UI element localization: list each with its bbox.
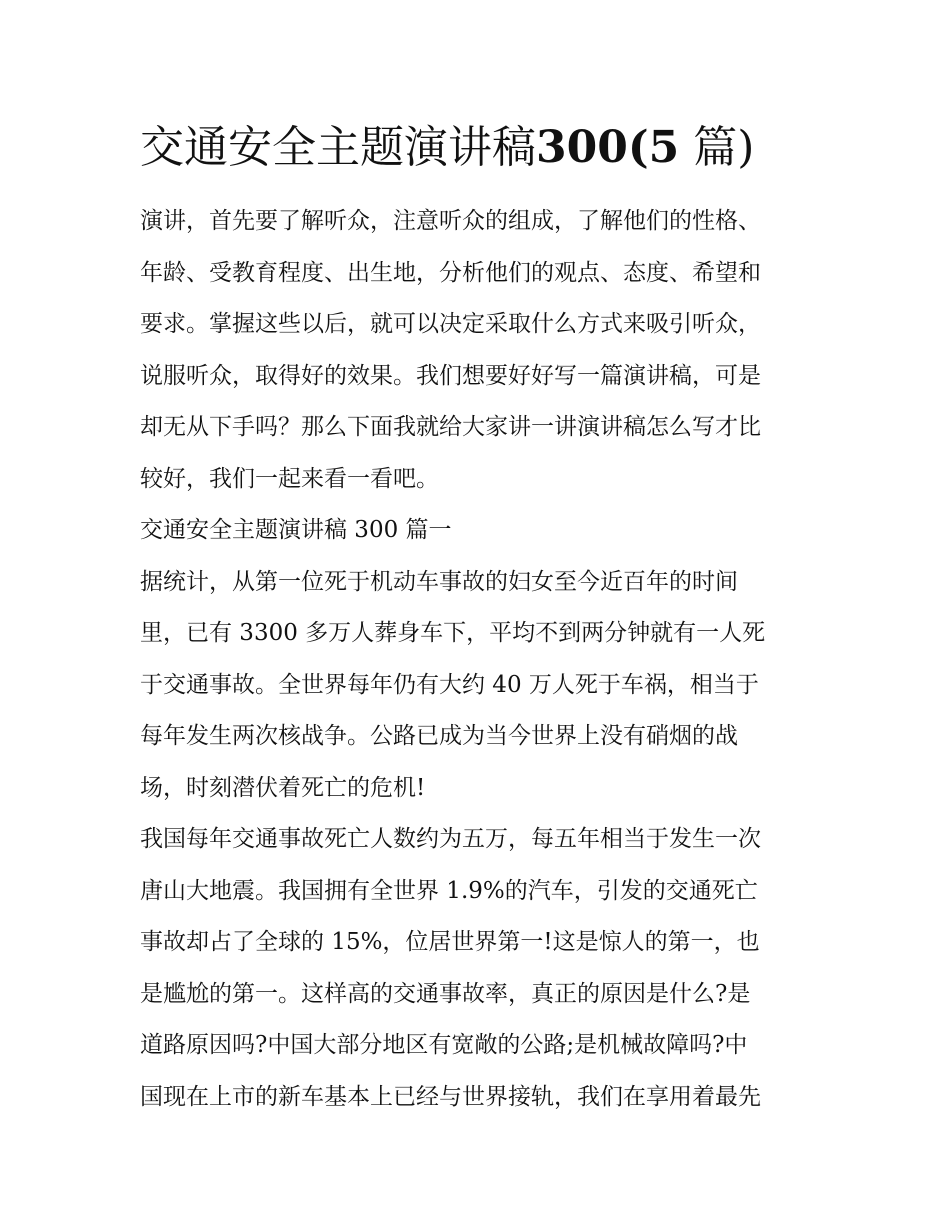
text-line: 场，时刻潜伏着死亡的危机! [140,774,426,801]
title-number: 300(5 [536,122,680,173]
text-line: 于交通事故。全世界每年仍有大约 40 万人死于车祸，相当于 [140,671,759,698]
text-line: 较好，我们一起来看一看吧。 [140,465,439,492]
title-suffix: 篇) [679,122,755,173]
text-line: 道路原因吗?中国大部分地区有宽敞的公路;是机械故障吗?中 [140,1032,748,1058]
text-line: 国现在上市的新车基本上已经与世界接轨，我们在享用着最先 [140,1083,761,1110]
text-line: 事故却占了全球的 15%，位居世界第一!这是惊人的第一，也 [140,929,760,955]
text-line: 年龄、受教育程度、出生地，分析他们的观点、态度、希望和 [140,259,761,286]
text-line: 据统计，从第一位死于机动车事故的妇女至今近百年的时间 [140,568,738,595]
document-body [140,196,820,1123]
text-line: 演讲，首先要了解听众，注意听众的组成，了解他们的性格、 [140,208,761,234]
text-line: 是尴尬的第一。这样高的交通事故率，真正的原因是什么?是 [140,980,751,1007]
text-line: 里，已有 3300 多万人葬身车下，平均不到两分钟就有一人死 [140,620,766,646]
section-heading: 交通安全主题演讲稿 300 篇一 [140,517,452,543]
text-line: 我国每年交通事故死亡人数约为五万，每五年相当于发生一次 [140,826,761,852]
text-line: 唐山大地震。我国拥有全世界 1.9%的汽车，引发的交通死亡 [140,877,758,904]
text-line: 说服听众，取得好的效果。我们想要好好写一篇演讲稿，可是 [140,362,761,389]
text-line: 却无从下手吗？那么下面我就给大家讲一讲演讲稿怎么写才比 [140,414,761,440]
document-title [140,112,830,184]
title-text: 交通安全主题演讲稿 [140,122,536,173]
text-line: 每年发生两次核战争。公路已成为当今世界上没有硝烟的战 [140,723,738,749]
text-line: 要求。掌握这些以后，就可以决定采取什么方式来吸引听众， [140,311,761,337]
